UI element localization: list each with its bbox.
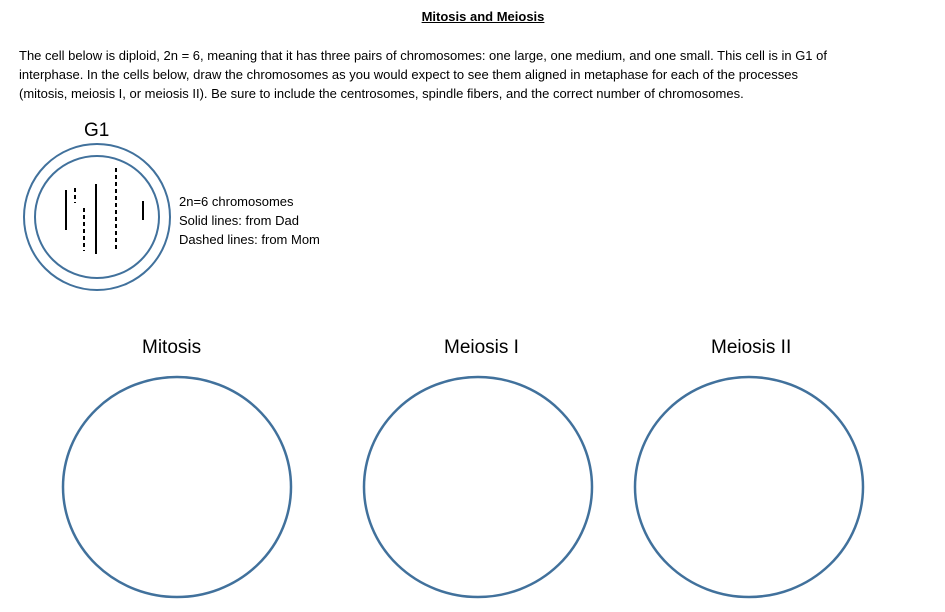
meiosis-1-label: Meiosis I [444, 337, 519, 358]
g1-cell [24, 144, 170, 290]
meiosis-2-cell[interactable] [635, 377, 863, 597]
legend-chromosome-count: 2n=6 chromosomes [179, 194, 294, 209]
instructions-line: (mitosis, meiosis I, or meiosis II). Be sure to include the centrosomes, spindle fibers, and the correct number of chromosomes. [19, 86, 744, 101]
meiosis-1-cell[interactable] [364, 377, 592, 597]
instructions-line: The cell below is diploid, 2n = 6, meaning that it has three pairs of chromosomes: one large, one medium, and one small. This cell is in G1 of [19, 48, 827, 63]
meiosis-2-label: Meiosis II [711, 337, 792, 358]
document-title: Mitosis and Meiosis [421, 9, 545, 24]
g1-label: G1 [84, 120, 110, 141]
instructions-line: interphase. In the cells below, draw the chromosomes as you would expect to see them aligned in metaphase for each of the processes [19, 67, 798, 82]
mitosis-cell[interactable] [63, 377, 291, 597]
mitosis-label: Mitosis [142, 337, 202, 358]
legend-solid-lines: Solid lines: from Dad [179, 213, 299, 228]
legend-dashed-lines: Dashed lines: from Mom [179, 232, 320, 247]
